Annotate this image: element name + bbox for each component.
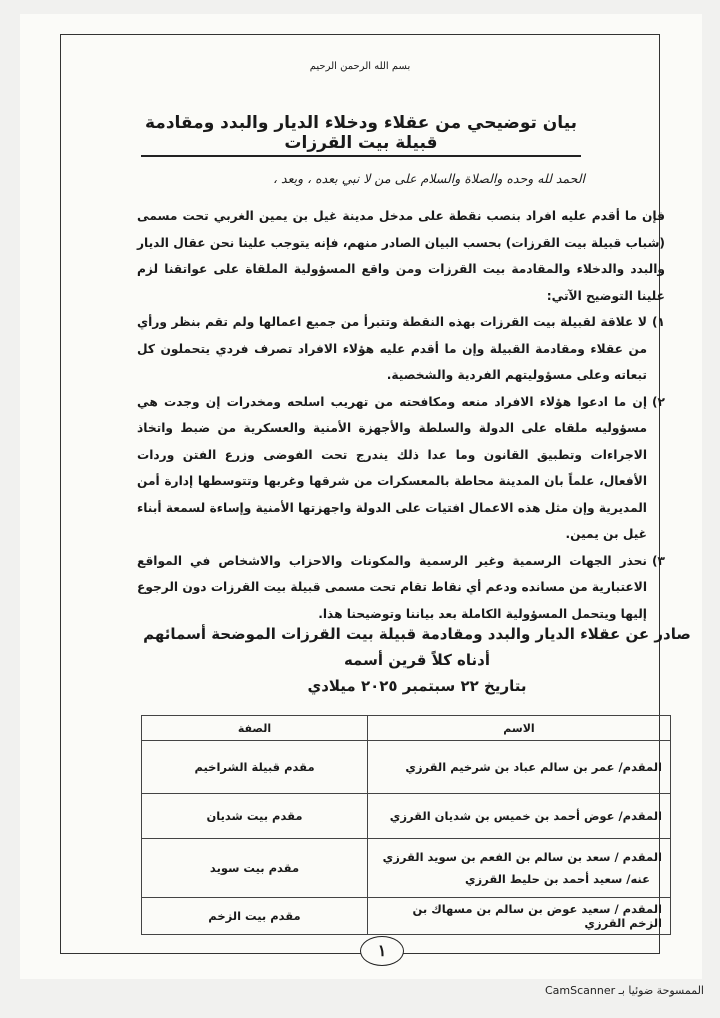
- issued-by: [137, 621, 697, 699]
- signatory-name-cell: [368, 839, 671, 898]
- page-number: ١: [360, 936, 404, 966]
- table-row: [142, 898, 671, 935]
- point-text: نحذر الجهات الرسمية وغير الرسمية والمكونات والاحزاب والاشخاص في المواقع الاعتبارية من مسانده ودعم أي نقاط تقام تحت مسمى قبيلة بيت القرزات دون الرجوع إليها ويتحمل المسؤولية الكاملة بعد بياننا وتوضيحنا هذا.: [137, 553, 647, 621]
- issued-line: صادر عن عقلاء الديار والبدد ومقادمة قبيلة بيت القرزات الموضحة أسمائهم أدناه كلاً قرين أسمه: [143, 625, 691, 669]
- name-column-header: الاسم: [368, 716, 671, 741]
- table-row: [142, 741, 671, 794]
- point-number: ١): [651, 315, 665, 329]
- signatory-name: المقدم / سعيد عوض بن سالم بن مسهاك بن الزخم القرزي: [368, 898, 671, 935]
- opening-praise: الحمد لله وحده والصلاة والسلام على من لا نبي بعده ، وبعد ،: [273, 171, 585, 186]
- point-text: لا علاقة لقبيلة بيت القرزات بهذه النقطة وتتبرأ من جميع اعمالها ولم تقم بنظر ورأي من عقلاء ومقادمة القبيلة وإن ما أقدم عليه هؤلاء الافراد تصرف فردي يتحملون كل تبعاته وعلى مسؤوليتهم الفردية والشخصية.: [137, 315, 647, 382]
- point-number: ٣): [651, 553, 665, 568]
- point-2: [137, 389, 665, 548]
- signatories-table: [141, 715, 671, 935]
- table-row: [142, 794, 671, 839]
- point-text: إن ما ادعوا هؤلاء الافراد منعه ومكافحته من تهريب اسلحه ومخدرات إن وجدت هي مسؤوليه ملقاه على الدولة والسلطة والأجهزة الأمنية والعسكرية من ضبط واتخاذ الاجراءات وتطبيق القانون وما عدا ذلك يندرج تحت الفوضى وزرع الفتن وردات الأفعال، علماً بان المدينة محاطة بالمعسكرات من شرقها وغربها وتتوسطها إدارة أمن المديرية وإن مثل هذه الاعمال افتيات على الدولة واجهزتها الأمنية وإساءة لسمعة أبناء غيل بن يمين.: [137, 394, 647, 541]
- signatory-proxy-name: عنه/ سعيد أحمد بن حليط القرزي: [465, 872, 650, 886]
- point-3: [137, 548, 665, 628]
- point-number: ٢): [651, 394, 665, 409]
- point-1: [137, 309, 665, 389]
- scanner-watermark: الممسوحة ضوئيا بـ CamScanner: [544, 984, 704, 997]
- signatory-name: المقدم / سعد بن سالم بن الفعم بن سويد القرزي: [382, 850, 662, 864]
- signatory-role: مقدم بيت شديان: [142, 794, 368, 839]
- page-border: [60, 34, 691, 954]
- document-page: [20, 14, 702, 979]
- table-header-row: [142, 716, 671, 741]
- basmala: بسم الله الرحمن الرحيم: [309, 61, 411, 72]
- intro-paragraph: فإن ما أقدم عليه افراد بنصب نقطة على مدخل مدينة غيل بن يمين الغربي تحت مسمى (شباب قبيلة بيت القرزات) بحسب البيان الصادر منهم، فإنه يتوجب علينا نحن عقال الديار والبدد والدخلاء والمقادمة بيت القرزات ومن واقع المسؤولية الملقاة على عواتقنا لزم علينا التوضيح الآتي:: [137, 209, 665, 303]
- document-title: بيان توضيحي من عقلاء ودخلاء الديار والبدد ومقادمة قبيلة بيت القرزات: [141, 113, 581, 157]
- signatory-role: مقدم قبيلة الشراخيم: [142, 741, 368, 794]
- signatory-role: مقدم بيت سويد: [142, 839, 368, 898]
- statement-body: [137, 203, 665, 627]
- signatory-name: المقدم/ عوض أحمد بن خميس بن شديان القرزي: [368, 794, 671, 839]
- table-row: [142, 839, 671, 898]
- role-column-header: الصفة: [142, 716, 368, 741]
- signatory-role: مقدم بيت الزخم: [142, 898, 368, 935]
- signatory-name: المقدم/ عمر بن سالم عباد بن شرخيم القرزي: [368, 741, 671, 794]
- issued-date: بتاريخ ٢٢ سبتمبر ٢٠٢٥ ميلادي: [307, 677, 527, 695]
